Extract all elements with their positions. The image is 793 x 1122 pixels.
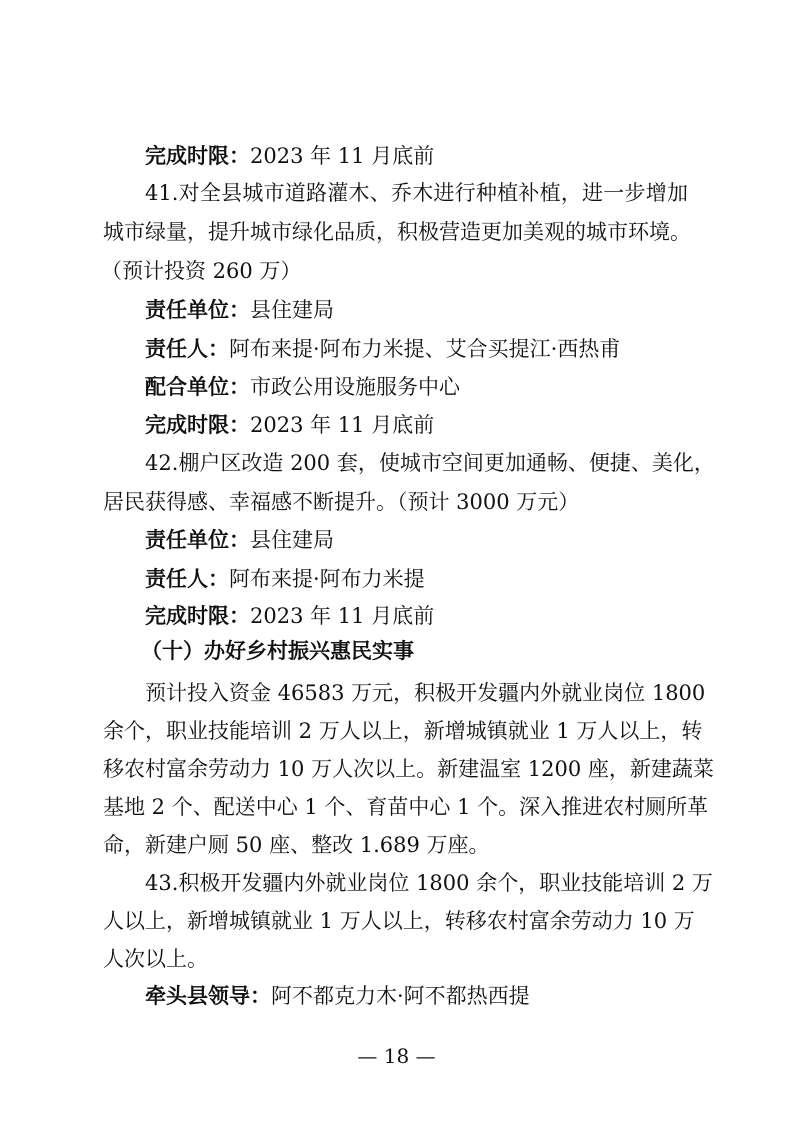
item-label: 责任单位： xyxy=(145,298,250,322)
deadline-line xyxy=(145,410,434,440)
leading-official-line xyxy=(145,981,530,1011)
item-label: 完成时限： xyxy=(145,604,250,628)
item-value: 县住建局 xyxy=(250,528,334,552)
item-label: 责任人： xyxy=(145,337,229,361)
paragraph-line: 43.积极开发疆内外就业岗位 1800 余个，职业技能培训 2 万 xyxy=(145,871,713,895)
item-value: 2023 年 11 月底前 xyxy=(250,413,435,437)
paragraph-line: 41.对全县城市道路灌木、乔木进行种植补植，进一步增加 xyxy=(145,181,688,205)
item-value: 阿不都克力木·阿不都热西提 xyxy=(271,984,530,1008)
deadline-line xyxy=(145,141,434,171)
paragraph-line: 居民获得感、幸福感不断提升。（预计 3000 万元） xyxy=(103,490,580,514)
paragraph-line: 基地 2 个、配送中心 1 个、育苗中心 1 个。深入推进农村厕所革 xyxy=(103,795,709,819)
responsible-unit-line xyxy=(145,295,334,325)
responsible-unit-line xyxy=(145,525,334,555)
section-heading: （十）办好乡村振兴惠民实事 xyxy=(141,639,414,663)
paragraph-line: 城市绿量，提升城市绿化品质，积极营造更加美观的城市环境。 xyxy=(103,220,691,244)
paragraph-line: 命，新建户厕 50 座、整改 1.689 万座。 xyxy=(103,833,490,857)
item-value: 阿布来提·阿布力米提 xyxy=(229,567,425,591)
item-label: 完成时限： xyxy=(145,144,250,168)
responsible-person-line xyxy=(145,334,620,364)
item-label: 配合单位： xyxy=(145,375,250,399)
responsible-person-line xyxy=(145,564,425,594)
paragraph-line: 人次以上。 xyxy=(103,947,208,971)
deadline-line xyxy=(145,601,434,631)
item-value: 县住建局 xyxy=(250,298,334,322)
item-label: 责任人： xyxy=(145,567,229,591)
item-label: 牵头县领导： xyxy=(145,984,271,1008)
item-value: 阿布来提·阿布力米提、艾合买提江·西热甫 xyxy=(229,337,621,361)
paragraph-line: 42.棚户区改造 200 套，使城市空间更加通畅、便捷、美化， xyxy=(145,451,715,475)
cooperating-unit-line xyxy=(145,372,460,402)
paragraph-line: 移农村富余劳动力 10 万人次以上。新建温室 1200 座，新建蔬菜 xyxy=(103,757,714,781)
item-label: 责任单位： xyxy=(145,528,250,552)
item-value: 市政公用设施服务中心 xyxy=(250,375,460,399)
item-label: 完成时限： xyxy=(145,413,250,437)
page-number: — 18 — xyxy=(357,1044,436,1068)
item-value: 2023 年 11 月底前 xyxy=(250,144,435,168)
item-value: 2023 年 11 月底前 xyxy=(250,604,435,628)
paragraph-line: （预计投资 260 万） xyxy=(101,259,302,283)
paragraph-line: 人以上，新增城镇就业 1 万人以上，转移农村富余劳动力 10 万 xyxy=(103,909,695,933)
paragraph-line: 预计投入资金 46583 万元，积极开发疆内外就业岗位 1800 xyxy=(145,681,706,705)
paragraph-line: 余个，职业技能培训 2 万人以上，新增城镇就业 1 万人以上，转 xyxy=(103,719,703,743)
